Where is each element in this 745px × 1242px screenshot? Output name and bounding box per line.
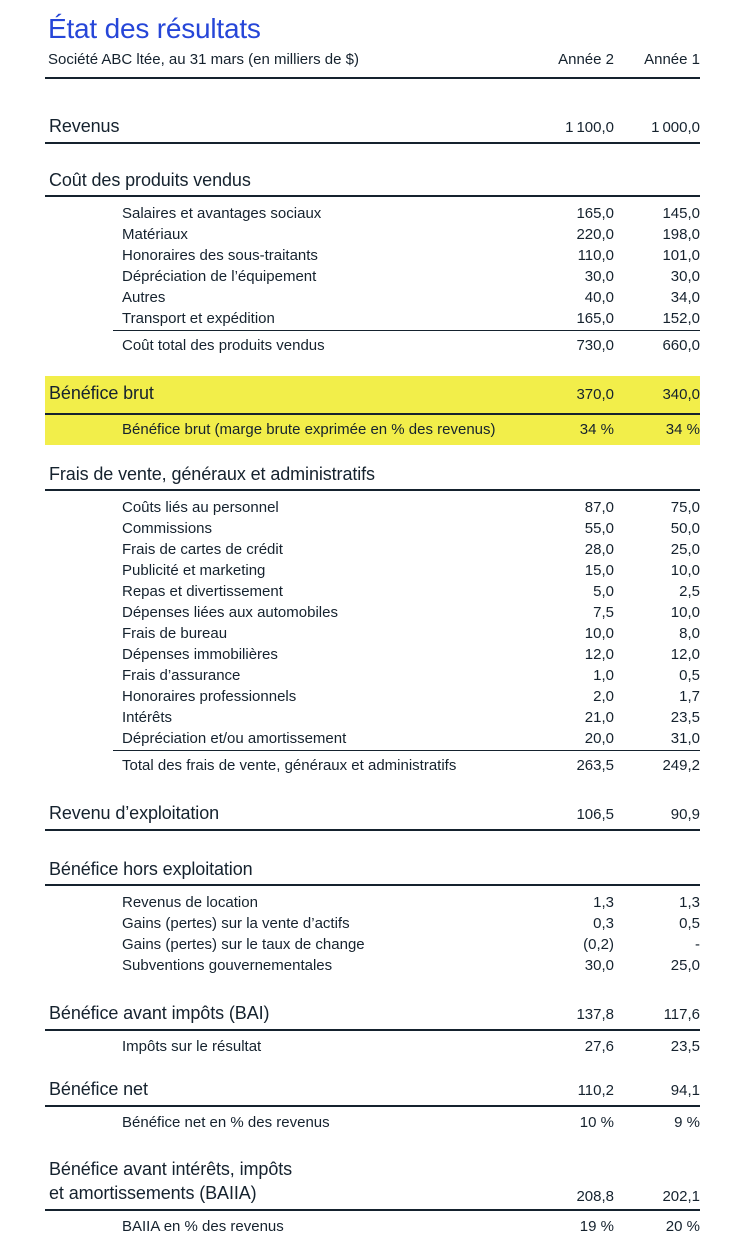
year2-value: 1,3: [593, 894, 614, 911]
gross-profit-row: [45, 381, 700, 405]
year1-value: 117,6: [663, 1006, 700, 1023]
line-item-label: Frais de cartes de crédit: [122, 541, 283, 558]
section-header-cost-of-goods-sold: Coût des produits vendus: [45, 170, 700, 197]
year2-value: 110,2: [577, 1082, 614, 1099]
document-subtitle: Société ABC ltée, au 31 mars (en milliers de $): [48, 51, 359, 68]
line-item-label: Matériaux: [122, 226, 188, 243]
net-income-row: [45, 1077, 700, 1101]
block-earnings-before-taxes: [45, 1000, 700, 1057]
total-cost-of-goods-sold-label: Coût total des produits vendus: [122, 337, 325, 354]
line-item-label: Intérêts: [122, 709, 173, 726]
line-item-label: Dépenses liées aux automobiles: [122, 604, 338, 621]
line-item-label: Gains (pertes) sur la vente d’actifs: [122, 915, 350, 932]
ebitda-label-line: Bénéfice avant intérêts, impôts: [49, 1159, 293, 1179]
earnings-before-taxes-label: Bénéfice avant impôts (BAI): [49, 1003, 270, 1023]
line-item-row: [45, 560, 700, 581]
year2-value: 370,0: [576, 386, 614, 403]
year1-value: -: [695, 936, 700, 953]
year1-value: 94,1: [670, 1082, 700, 1099]
year1-value: 202,1: [662, 1188, 700, 1205]
year1-value: 0,5: [679, 667, 700, 684]
year2-value: 10,0: [584, 625, 614, 642]
year1-value: 1,7: [679, 688, 700, 705]
year2-value: 30,0: [584, 268, 614, 285]
year2-value: 21,0: [584, 709, 614, 726]
year2-value: 263,5: [576, 757, 614, 774]
page-title: État des résultats: [48, 13, 261, 44]
line-item-label: Honoraires des sous-traitants: [122, 247, 318, 264]
line-item-row: [45, 224, 700, 245]
line-item-row: [45, 934, 700, 955]
year1-value: 75,0: [670, 499, 700, 516]
year2-value: 220,0: [576, 226, 614, 243]
block-revenues: [45, 113, 700, 144]
column-header-year2: Année 2: [558, 51, 614, 68]
block-net-income: [45, 1076, 700, 1133]
section-header-sga-expenses: Frais de vente, généraux et administratifs: [45, 464, 700, 491]
gross-profit-label: Bénéfice brut: [49, 383, 154, 403]
line-item-row: [45, 955, 700, 976]
year2-value: 28,0: [584, 541, 614, 558]
ebitda-sub: [45, 1211, 700, 1237]
earnings-before-taxes-sub: [45, 1031, 700, 1057]
year1-value: 50,0: [670, 520, 700, 537]
year2-value: 19 %: [579, 1218, 614, 1235]
earnings-before-taxes-main: [45, 1000, 700, 1031]
year1-value: 198,0: [662, 226, 700, 243]
line-item-label: Dépréciation et/ou amortissement: [122, 730, 347, 747]
line-item-row: [45, 892, 700, 913]
ebitda-main: [45, 1156, 700, 1211]
revenues-main: [45, 113, 700, 144]
line-item-label: Revenus de location: [122, 894, 258, 911]
line-item-label: Frais d’assurance: [122, 667, 241, 684]
highlight-gross-profit: [45, 376, 700, 445]
block-ebitda: [45, 1156, 700, 1237]
line-item-row: [45, 308, 700, 329]
line-item-row: [45, 602, 700, 623]
line-item-row: [45, 686, 700, 707]
line-item-label: Transport et expédition: [122, 310, 275, 327]
section-items-sga-expenses: [45, 491, 700, 749]
line-item-label: Coûts liés au personnel: [122, 499, 279, 516]
line-item-label: Dépenses immobilières: [122, 646, 278, 663]
gross-profit-main: [45, 376, 700, 415]
year1-value: 1 000,0: [651, 119, 700, 136]
year1-value: 1,3: [679, 894, 700, 911]
year1-value: 340,0: [662, 386, 700, 403]
year2-value: 0,3: [593, 915, 614, 932]
year1-value: 8,0: [679, 625, 700, 642]
line-item-label: Commissions: [122, 520, 213, 537]
year1-value: 34 %: [665, 421, 700, 438]
year2-value: 2,0: [593, 688, 614, 705]
ebitda-sub-label: BAIIA en % des revenus: [122, 1218, 284, 1235]
line-item-row: [45, 287, 700, 308]
block-operating-income: [45, 800, 700, 831]
ebitda-label: [45, 1157, 519, 1205]
year2-value: 87,0: [584, 499, 614, 516]
year2-value: 5,0: [593, 583, 614, 600]
year2-value: 10 %: [579, 1114, 614, 1131]
year1-value: 31,0: [670, 730, 700, 747]
line-item-label: Publicité et marketing: [122, 562, 266, 579]
total-sga-expenses-row: [45, 751, 700, 786]
line-item-label: Autres: [122, 289, 166, 306]
column-header-year1: Année 1: [644, 51, 700, 68]
section-cost-of-goods-sold: [45, 170, 700, 366]
year1-value: 660,0: [662, 337, 700, 354]
line-item-label: Subventions gouvernementales: [122, 957, 333, 974]
net-income-sub: [45, 1107, 700, 1133]
year2-value: 40,0: [584, 289, 614, 306]
line-item-row: [45, 518, 700, 539]
line-item-row: [45, 728, 700, 749]
year1-value: 20 %: [665, 1218, 700, 1235]
year1-value: 145,0: [662, 205, 700, 222]
year2-value: 137,8: [576, 1006, 614, 1023]
line-item-label: Repas et divertissement: [122, 583, 283, 600]
year2-value: 1,0: [593, 667, 614, 684]
net-income-label: Bénéfice net: [49, 1079, 148, 1099]
year1-value: 12,0: [670, 646, 700, 663]
ebitda-row: [45, 1157, 700, 1205]
net-income-sub-label: Bénéfice net en % des revenus: [122, 1114, 330, 1131]
operating-income-label: Revenu d’exploitation: [49, 803, 220, 823]
year1-value: 10,0: [670, 604, 700, 621]
earnings-before-taxes-sub-label: Impôts sur le résultat: [122, 1038, 262, 1055]
year2-value: 106,5: [576, 806, 614, 823]
line-item-row: [45, 497, 700, 518]
year1-value: 30,0: [670, 268, 700, 285]
gross-profit-percent-row: [45, 419, 700, 440]
section-items-non-operating-income: [45, 886, 700, 976]
line-item-row: [45, 539, 700, 560]
line-item-label: Salaires et avantages sociaux: [122, 205, 322, 222]
line-item-row: [45, 581, 700, 602]
year2-value: 30,0: [584, 957, 614, 974]
operating-income-main: [45, 800, 700, 831]
year1-value: 25,0: [670, 541, 700, 558]
line-item-label: Gains (pertes) sur le taux de change: [122, 936, 365, 953]
line-item-row: [45, 644, 700, 665]
total-cost-of-goods-sold-row: [45, 331, 700, 366]
year2-value: (0,2): [583, 936, 614, 953]
year2-value: 165,0: [576, 205, 614, 222]
net-income-sub-row: [45, 1112, 700, 1133]
operating-income-row: [45, 801, 700, 825]
year1-value: 249,2: [662, 757, 700, 774]
year2-value: 165,0: [576, 310, 614, 327]
year1-value: 10,0: [670, 562, 700, 579]
earnings-before-taxes-row: [45, 1001, 700, 1025]
year2-value: 730,0: [576, 337, 614, 354]
year1-value: 101,0: [662, 247, 700, 264]
year2-value: 1 100,0: [565, 119, 614, 136]
gross-profit-percent-label: Bénéfice brut (marge brute exprimée en % des revenus): [122, 421, 496, 438]
year1-value: 0,5: [679, 915, 700, 932]
section-non-operating-income: [45, 859, 700, 976]
year2-value: 208,8: [576, 1188, 614, 1205]
year2-value: 55,0: [584, 520, 614, 537]
ebitda-label-line: et amortissements (BAIIA): [49, 1183, 257, 1203]
line-item-label: Dépréciation de l’équipement: [122, 268, 317, 285]
year2-value: 34 %: [579, 421, 614, 438]
revenues-label: Revenus: [49, 116, 120, 136]
line-item-row: [45, 266, 700, 287]
year1-value: 90,9: [670, 806, 700, 823]
line-item-row: [45, 203, 700, 224]
year2-value: 7,5: [593, 604, 614, 621]
section-sga-expenses: [45, 464, 700, 786]
year2-value: 15,0: [584, 562, 614, 579]
year1-value: 152,0: [662, 310, 700, 327]
section-header-non-operating-income: Bénéfice hors exploitation: [45, 859, 700, 886]
year2-value: 27,6: [584, 1038, 614, 1055]
net-income-main: [45, 1076, 700, 1107]
earnings-before-taxes-sub-row: [45, 1036, 700, 1057]
year1-value: 25,0: [670, 957, 700, 974]
revenues-row: [45, 114, 700, 138]
year1-value: 23,5: [670, 1038, 700, 1055]
line-item-row: [45, 707, 700, 728]
line-item-row: [45, 245, 700, 266]
total-sga-expenses-label: Total des frais de vente, généraux et administratifs: [122, 757, 457, 774]
document-subheader: [45, 50, 700, 79]
line-item-row: [45, 913, 700, 934]
year2-value: 12,0: [584, 646, 614, 663]
line-item-row: [45, 623, 700, 644]
year1-value: 34,0: [670, 289, 700, 306]
year1-value: 2,5: [679, 583, 700, 600]
line-item-label: Honoraires professionnels: [122, 688, 297, 705]
statement-body: [45, 113, 700, 1237]
year1-value: 9 %: [674, 1114, 700, 1131]
ebitda-sub-row: [45, 1216, 700, 1237]
line-item-row: [45, 665, 700, 686]
year1-value: 23,5: [670, 709, 700, 726]
year2-value: 110,0: [577, 247, 614, 264]
line-item-label: Frais de bureau: [122, 625, 228, 642]
gross-profit-percent: [45, 415, 700, 445]
year2-value: 20,0: [584, 730, 614, 747]
section-items-cost-of-goods-sold: [45, 197, 700, 329]
